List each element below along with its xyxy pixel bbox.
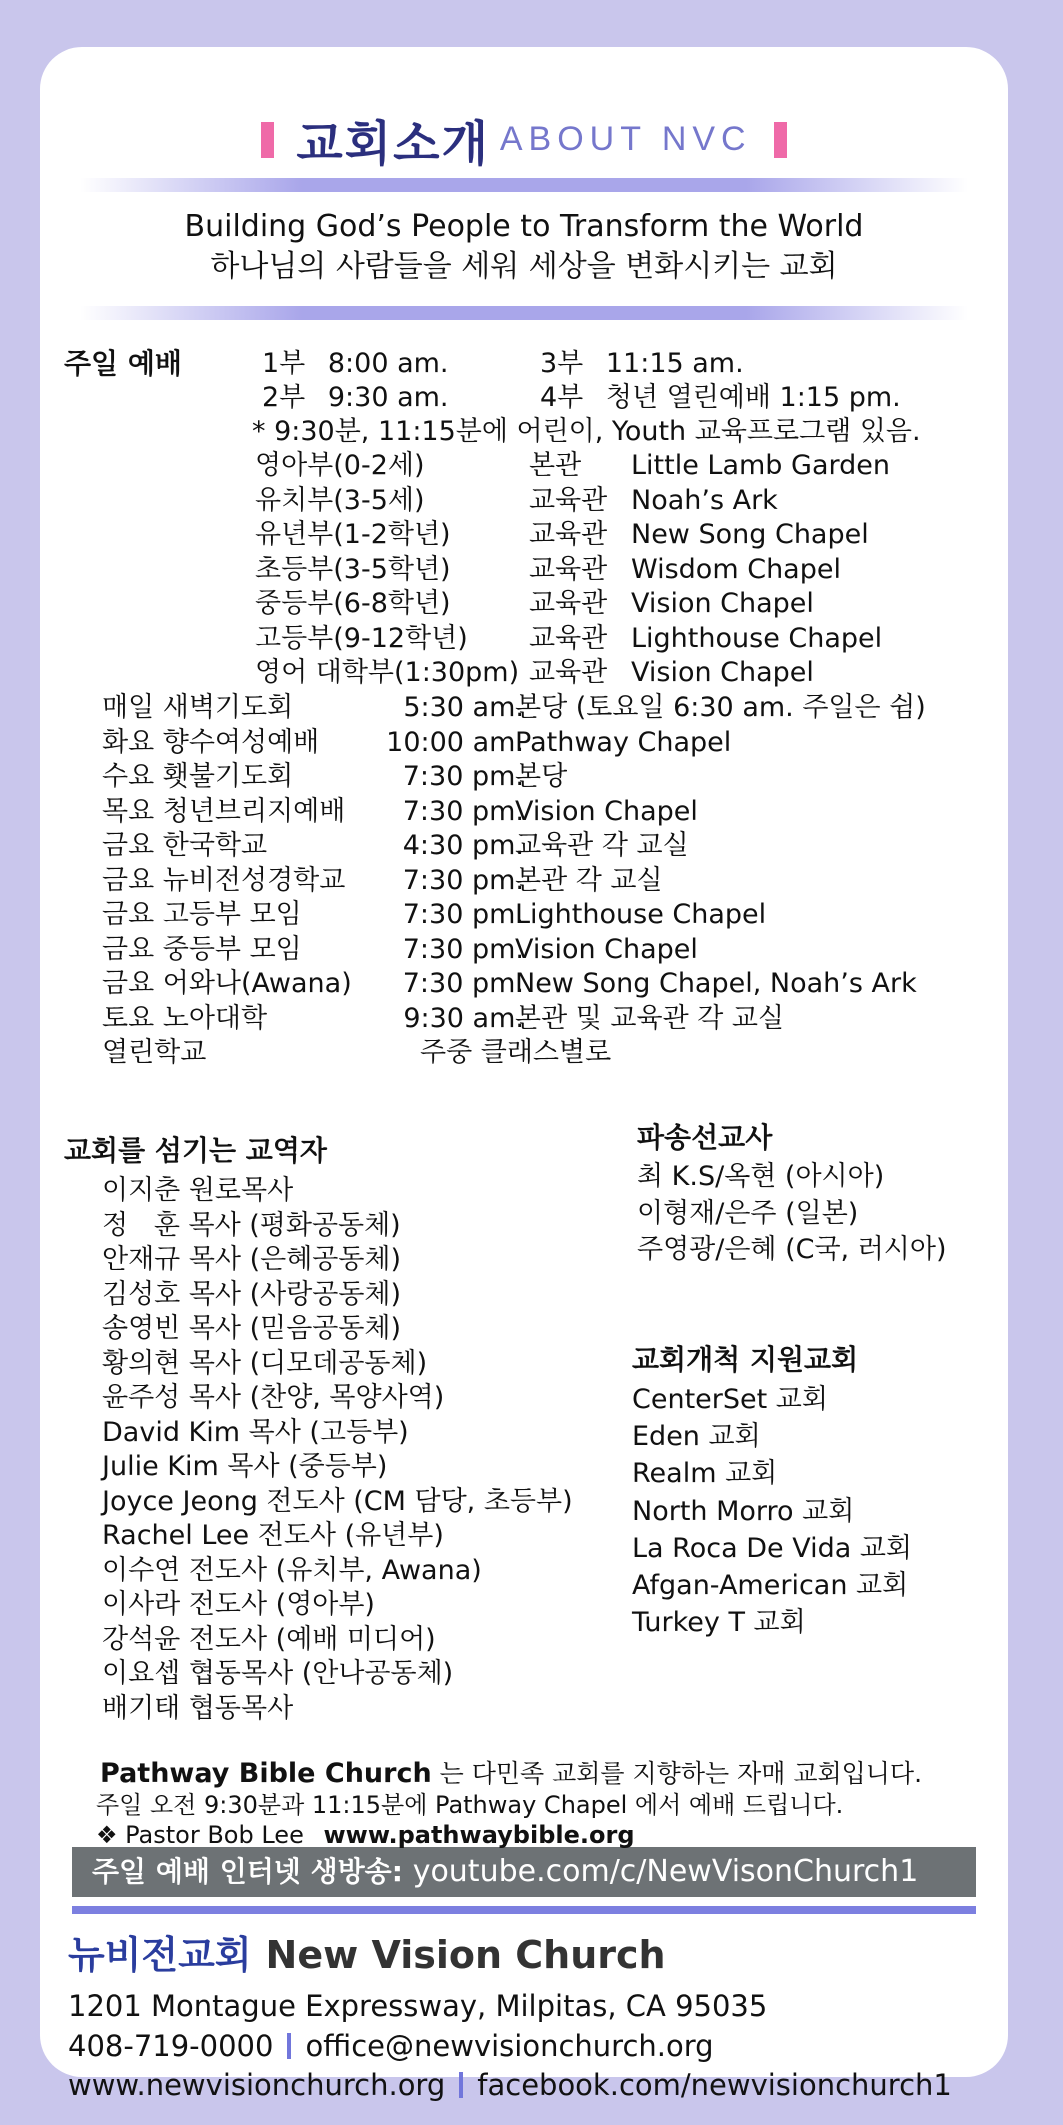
footer-rule [72, 1906, 976, 1914]
divider-band-bottom [80, 306, 968, 320]
web-line [68, 2065, 952, 2105]
weekly-name: 토요 노아대학 [102, 1002, 268, 1034]
department-names [255, 449, 519, 691]
weekly-time: 9:30 am. [403, 1002, 524, 1034]
minister-item: David Kim 목사 (고등부) [102, 1416, 409, 1448]
department-name: 영아부(0-2세) [255, 450, 425, 481]
service-time: 11:15 am. [605, 348, 744, 379]
department-room: Vision Chapel [631, 588, 814, 619]
planting-title: 교회개척 지원교회 [632, 1343, 859, 1376]
weekly-name: 매일 새벽기도회 [102, 692, 294, 723]
weekly-time: 7:30 pm. [402, 864, 524, 896]
minister-item: 이요셉 협동목사 (안나공동체) [102, 1658, 454, 1689]
pathway-name: Pathway Bible Church [100, 1758, 432, 1789]
missionary-item: 이형재/은주 (일본) [637, 1197, 859, 1229]
department-name: 유치부(3-5세) [255, 484, 425, 516]
weekly-name: 금요 고등부 모임 [102, 899, 302, 930]
service-time: 청년 열린예배 1:15 pm. [605, 382, 901, 413]
department-name: 초등부(3-5학년) [255, 553, 451, 585]
minister-item: 윤주성 목사 (찬양, 목양사역) [102, 1382, 445, 1413]
motto-ko: 하나님의 사람들을 세워 세상을 변화시키는 교회 [210, 249, 838, 284]
weekly-place: Vision Chapel [515, 933, 698, 965]
planting-item: Eden 교회 [632, 1421, 761, 1453]
department-building: 본관 [529, 450, 582, 481]
planting-list [632, 1381, 912, 1641]
weekly-names [102, 691, 352, 1071]
weekly-time: 주중 클래스별로 [420, 1037, 612, 1068]
divider-band-top [80, 178, 968, 192]
weekly-name: 금요 중등부 모임 [102, 933, 302, 965]
weekly-name: 금요 어와나(Awana) [102, 968, 352, 999]
church-website[interactable]: www.newvisionchurch.org [68, 2068, 446, 2102]
live-stream-bar [72, 1847, 976, 1897]
pathway-pastor: ❖ Pastor Bob Lee [96, 1821, 304, 1849]
minister-item: 정 훈 목사 (평화공동체) [102, 1209, 401, 1241]
planting-item: CenterSet 교회 [632, 1384, 828, 1415]
minister-item: 이수연 전도사 (유치부, Awana) [102, 1554, 482, 1586]
missionaries-title: 파송선교사 [637, 1121, 773, 1154]
service-num: 4부 [540, 382, 584, 413]
weekly-name: 화요 향수여성예배 [102, 726, 320, 758]
weekly-time: 10:00 am. [386, 726, 524, 758]
weekly-time: 5:30 am. [403, 692, 524, 723]
weekly-name: 금요 뉴비전성경학교 [102, 864, 346, 896]
weekly-time: 7:30 pm. [402, 795, 524, 827]
separator-bar-icon [459, 2072, 463, 2098]
minister-item: 배기태 협동목사 [102, 1692, 294, 1724]
weekly-place: 교육관 각 교실 [515, 830, 689, 861]
department-room: Noah’s Ark [631, 484, 778, 516]
live-stream-label: 주일 예배 인터넷 생방송: [92, 1855, 403, 1888]
department-building: 교육관 [529, 622, 608, 654]
live-stream-link[interactable]: youtube.com/c/NewVisonChurch1 [412, 1854, 919, 1889]
weekly-name: 목요 청년브리지예배 [102, 795, 346, 827]
department-room: Lighthouse Chapel [631, 622, 883, 654]
separator-bar-icon [287, 2033, 291, 2059]
church-phone[interactable]: 408-719-0000 [68, 2029, 274, 2063]
minister-item: 강석윤 전도사 (예배 미디어) [102, 1623, 436, 1655]
weekly-place: Pathway Chapel [515, 726, 732, 758]
department-building: 교육관 [529, 657, 608, 688]
weekly-place: 본당 [515, 761, 568, 792]
weekly-place: Vision Chapel [515, 795, 698, 827]
service-row [262, 381, 449, 416]
weekly-places [515, 691, 926, 1071]
service-row [540, 381, 901, 416]
department-building: 교육관 [529, 588, 608, 619]
weekly-place: New Song Chapel, Noah’s Ark [515, 968, 917, 999]
weekly-name: 금요 한국학교 [102, 830, 268, 861]
weekly-time: 7:30 pm. [402, 933, 524, 965]
department-building: 교육관 [529, 553, 608, 585]
motto-en: Building God’s People to Transform the World [184, 209, 864, 244]
weekly-time: 7:30 pm. [402, 899, 524, 930]
weekly-time: 4:30 pm. [402, 830, 524, 861]
service-row [262, 347, 449, 382]
planting-item: Turkey T 교회 [632, 1607, 806, 1639]
department-rooms [631, 449, 890, 691]
minister-item: 김성호 목사 (사랑공동체) [102, 1278, 402, 1310]
weekly-place [515, 1036, 926, 1071]
minister-item: Julie Kim 목사 (중등부) [102, 1451, 388, 1482]
planting-item: Afgan-American 교회 [632, 1569, 909, 1601]
planting-item: Realm 교회 [632, 1458, 778, 1490]
church-address: 1201 Montague Expressway, Milpitas, CA 95035 [68, 1989, 768, 2023]
minister-item: Rachel Lee 전도사 (유년부) [102, 1520, 444, 1551]
minister-item: 안재규 목사 (은혜공동체) [102, 1244, 402, 1275]
department-room: Vision Chapel [631, 657, 814, 688]
department-building: 교육관 [529, 519, 608, 550]
minister-item: 황의현 목사 (디모데공동체) [102, 1347, 428, 1379]
pathway-line1 [100, 1757, 922, 1792]
missionary-item: 최 K.S/옥현 (아시아) [637, 1161, 885, 1192]
service-num: 2부 [262, 382, 306, 413]
department-name: 고등부(9-12학년) [255, 622, 468, 654]
sunday-worship-label: 주일 예배 [64, 347, 182, 380]
worship-note: * 9:30분, 11:15분에 어린이, Youth 교육프로그램 있음. [252, 416, 921, 447]
department-name: 중등부(6-8학년) [255, 588, 451, 619]
pink-bar-left-icon [261, 122, 274, 158]
church-email[interactable]: office@newvisionchurch.org [305, 2029, 714, 2063]
minister-item: Joyce Jeong 전도사 (CM 담당, 초등부) [102, 1485, 573, 1517]
service-num: 3부 [540, 348, 584, 379]
minister-item: 송영빈 목사 (믿음공동체) [102, 1313, 402, 1344]
service-num: 1부 [262, 348, 306, 379]
ministers-title: 교회를 섬기는 교역자 [64, 1134, 327, 1167]
weekly-place: 본관 및 교육관 각 교실 [515, 1002, 785, 1034]
church-name-en: New Vision Church [265, 1933, 666, 1977]
about-card [40, 47, 1008, 2102]
weekly-place: Lighthouse Chapel [515, 899, 767, 930]
pathway-description: 는 다민족 교회를 지향하는 자매 교회입니다. [439, 1759, 923, 1788]
department-name: 유년부(1-2학년) [255, 519, 451, 550]
weekly-place: 본당 (토요일 6:30 am. 주일은 쉼) [515, 692, 926, 723]
weekly-time: 7:30 pm. [402, 968, 524, 999]
header-title-ko: 교회소개 [296, 116, 490, 172]
minister-item: 이사라 전도사 (영아부) [102, 1589, 375, 1620]
department-building: 교육관 [529, 484, 608, 516]
service-time: 9:30 am. [327, 382, 449, 413]
pathway-site-link[interactable]: www.pathwaybible.org [323, 1821, 635, 1849]
pathway-line3 [96, 1818, 635, 1853]
ministers-list [102, 1174, 573, 1726]
church-name [68, 1930, 666, 1985]
service-time: 8:00 am. [327, 348, 449, 379]
pink-bar-right-icon [774, 122, 787, 158]
header-title-en: ABOUT NVC [499, 120, 752, 158]
weekly-name: 열린학교 [102, 1037, 207, 1068]
department-room: New Song Chapel [631, 519, 869, 550]
service-row [540, 347, 744, 382]
planting-item: La Roca De Vida 교회 [632, 1532, 913, 1564]
contact-line [68, 2026, 714, 2066]
department-name: 영어 대학부(1:30pm) [255, 657, 520, 688]
missionaries-list [637, 1159, 947, 1269]
pathway-line2: 주일 오전 9:30분과 11:15분에 Pathway Chapel 에서 예배 드립니다. [96, 1791, 844, 1819]
department-buildings [529, 449, 607, 691]
department-room: Wisdom Chapel [631, 553, 841, 585]
church-facebook[interactable]: facebook.com/newvisionchurch1 [477, 2068, 952, 2102]
minister-item: 이지춘 원로목사 [102, 1175, 294, 1206]
weekly-name: 수요 횃불기도회 [102, 761, 294, 792]
church-name-ko: 뉴비전교회 [68, 1933, 252, 1977]
missionary-item: 주영광/은혜 (C국, 러시아) [637, 1234, 947, 1265]
section-header [40, 105, 1008, 174]
weekly-time: 7:30 pm. [402, 761, 524, 792]
weekly-place: 본관 각 교실 [515, 864, 663, 896]
planting-item: North Morro 교회 [632, 1495, 855, 1527]
department-room: Little Lamb Garden [631, 450, 890, 481]
